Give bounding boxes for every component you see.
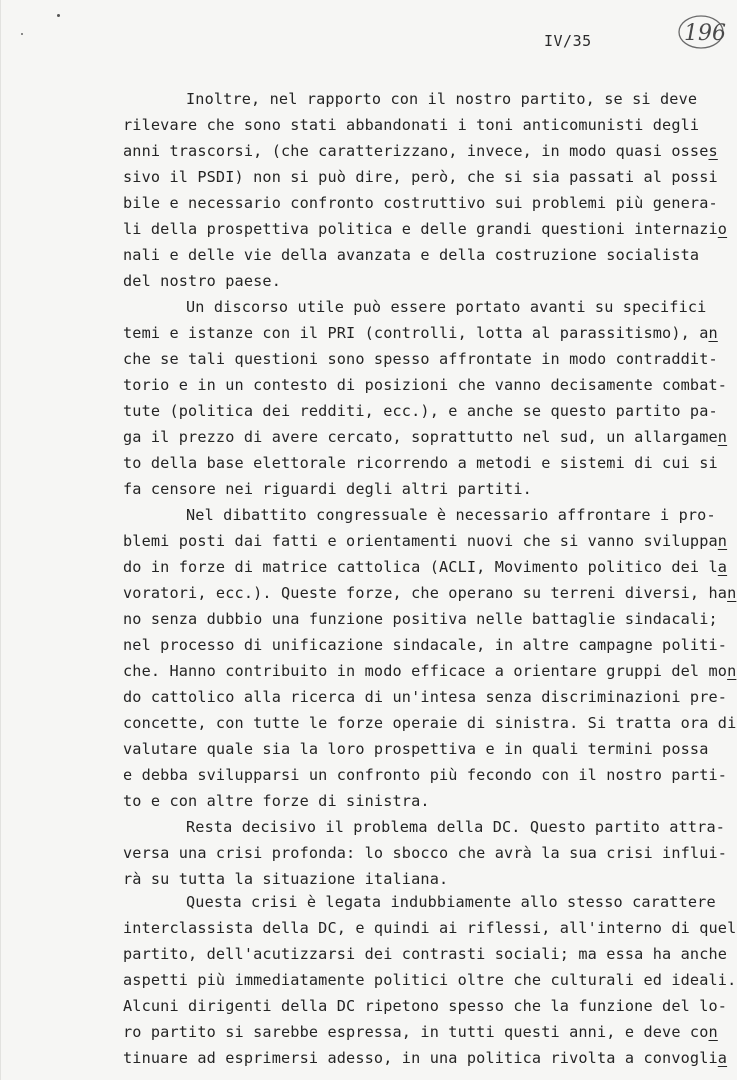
line-text: rà su tutta la situazione italiana. xyxy=(123,870,449,888)
line-text: valutare quale sia la loro prospettiva e in quali termini possa xyxy=(123,740,709,758)
text-line xyxy=(186,818,725,836)
line-text: e debba svilupparsi un confronto più fecondo con il nostro parti- xyxy=(123,766,728,784)
text-line xyxy=(123,945,727,963)
line-text: ro partito si sarebbe espressa, in tutti questi anni, e deve co xyxy=(123,1023,709,1041)
text-line xyxy=(123,454,718,472)
text-line xyxy=(123,740,709,758)
text-line xyxy=(123,142,718,160)
line-text: interclassista della DC, e quindi ai riflessi, all'interno di quel xyxy=(123,919,737,937)
line-underlined-hyphen-char: o xyxy=(717,220,728,238)
text-line xyxy=(186,90,697,108)
line-text: torio e in un contesto di posizioni che vanno decisamente combat- xyxy=(123,376,728,394)
line-text: voratori, ecc.). Queste forze, che operano su terreni diversi, ha xyxy=(123,584,728,602)
line-text: che. Hanno contribuito in modo efficace a orientare gruppi del mo xyxy=(123,662,728,680)
line-text: temi e istanze con il PRI (controlli, lotta al parassitismo), a xyxy=(123,324,709,342)
line-text: Inoltre, nel rapporto con il nostro partito, se si deve xyxy=(186,90,698,108)
text-line xyxy=(123,766,727,784)
text-line xyxy=(123,220,727,238)
text-line xyxy=(123,1023,718,1041)
text-line xyxy=(123,168,718,186)
text-line xyxy=(123,844,727,862)
text-line xyxy=(186,893,716,911)
text-line xyxy=(123,919,736,937)
text-line xyxy=(123,194,718,212)
line-text: no senza dubbio una funzione positiva nelle battaglie sindacali; xyxy=(123,610,718,628)
ink-speck xyxy=(57,14,60,17)
text-line xyxy=(123,870,448,888)
line-text: Un discorso utile può essere portato avanti su specifici xyxy=(186,298,707,316)
line-text: aspetti più immediatamente politici oltre che culturali ed ideali. xyxy=(123,971,737,989)
line-text: sivo il PSDI) non si può dire, però, che si sia passati al possi xyxy=(123,168,718,186)
text-line xyxy=(186,506,716,524)
text-line xyxy=(123,376,727,394)
line-text: Alcuni dirigenti della DC ripetono spesso che la funzione del lo- xyxy=(123,997,728,1015)
text-line xyxy=(123,610,718,628)
text-line xyxy=(123,272,281,290)
line-text: rilevare che sono stati abbandonati i toni anticomunisti degli xyxy=(123,116,700,134)
line-underlined-hyphen-char: n xyxy=(727,662,737,680)
line-underlined-hyphen-char: a xyxy=(717,558,728,576)
line-text: to della base elettorale ricorrendo a metodi e sistemi di cui si xyxy=(123,454,718,472)
line-text: nali e delle vie della avanzata e della costruzione socialista xyxy=(123,246,700,264)
text-line xyxy=(123,116,699,134)
text-line xyxy=(123,688,727,706)
text-line xyxy=(123,324,718,342)
ink-speck xyxy=(21,33,23,35)
text-line xyxy=(123,636,727,654)
line-text: tute (politica dei redditi, ecc.), e anche se questo partito pa- xyxy=(123,402,718,420)
page-reference: IV/35 xyxy=(544,32,592,50)
line-underlined-hyphen-char: n xyxy=(717,428,728,446)
text-line xyxy=(123,532,727,550)
line-text: versa una crisi profonda: lo sbocco che avrà la sua crisi influi- xyxy=(123,844,728,862)
text-line xyxy=(123,584,736,602)
text-line xyxy=(123,350,718,368)
line-underlined-hyphen-char: n xyxy=(717,532,728,550)
line-text: nel processo di unificazione sindacale, in altre campagne politi- xyxy=(123,636,728,654)
line-underlined-hyphen-char: n xyxy=(708,324,718,342)
text-line xyxy=(123,971,736,989)
folio-number-stamp xyxy=(676,12,726,52)
text-line xyxy=(123,428,727,446)
line-text: anni trascorsi, (che caratterizzano, invece, in modo quasi osse xyxy=(123,142,709,160)
line-text: li della prospettiva politica e delle grandi questioni internazi xyxy=(123,220,718,238)
line-text: che se tali questioni sono spesso affrontate in modo contraddit- xyxy=(123,350,718,368)
line-text: to e con altre forze di sinistra. xyxy=(123,792,430,810)
text-line xyxy=(123,714,736,732)
line-text: partito, dell'acutizzarsi dei contrasti sociali; ma essa ha anche xyxy=(123,945,728,963)
text-line xyxy=(123,662,736,680)
line-text: ga il prezzo di avere cercato, soprattutto nel sud, un allargame xyxy=(123,428,718,446)
line-text: Questa crisi è legata indubbiamente allo stesso carattere xyxy=(186,893,716,911)
line-underlined-hyphen-char: n xyxy=(727,584,737,602)
line-underlined-hyphen-char: s xyxy=(708,142,718,160)
line-text: Resta decisivo il problema della DC. Questo partito attra- xyxy=(186,818,726,836)
text-line xyxy=(123,480,532,498)
line-text: fa censore nei riguardi degli altri partiti. xyxy=(123,480,532,498)
folio-number: 196 xyxy=(684,21,726,46)
line-text: do cattolico alla ricerca di un'intesa senza discriminazioni pre- xyxy=(123,688,728,706)
line-text: concette, con tutte le forze operaie di sinistra. Si tratta ora di xyxy=(123,714,737,732)
line-underlined-hyphen-char: n xyxy=(708,1023,718,1041)
text-line xyxy=(123,558,727,576)
line-text: blemi posti dai fatti e orientamenti nuovi che si vanno sviluppa xyxy=(123,532,718,550)
text-line xyxy=(123,792,430,810)
text-line xyxy=(123,402,718,420)
text-line xyxy=(123,1049,727,1067)
line-text: do in forze di matrice cattolica (ACLI, Movimento politico dei l xyxy=(123,558,718,576)
text-line xyxy=(186,298,706,316)
text-line xyxy=(123,246,699,264)
line-text: Nel dibattito congressuale è necessario affrontare i pro- xyxy=(186,506,716,524)
line-text: del nostro paese. xyxy=(123,272,281,290)
text-line xyxy=(123,997,727,1015)
line-text: bile e necessario confronto costruttivo sui problemi più genera- xyxy=(123,194,718,212)
line-underlined-hyphen-char: a xyxy=(717,1049,728,1067)
line-text: tinuare ad esprimersi adesso, in una politica rivolta a convogli xyxy=(123,1049,718,1067)
